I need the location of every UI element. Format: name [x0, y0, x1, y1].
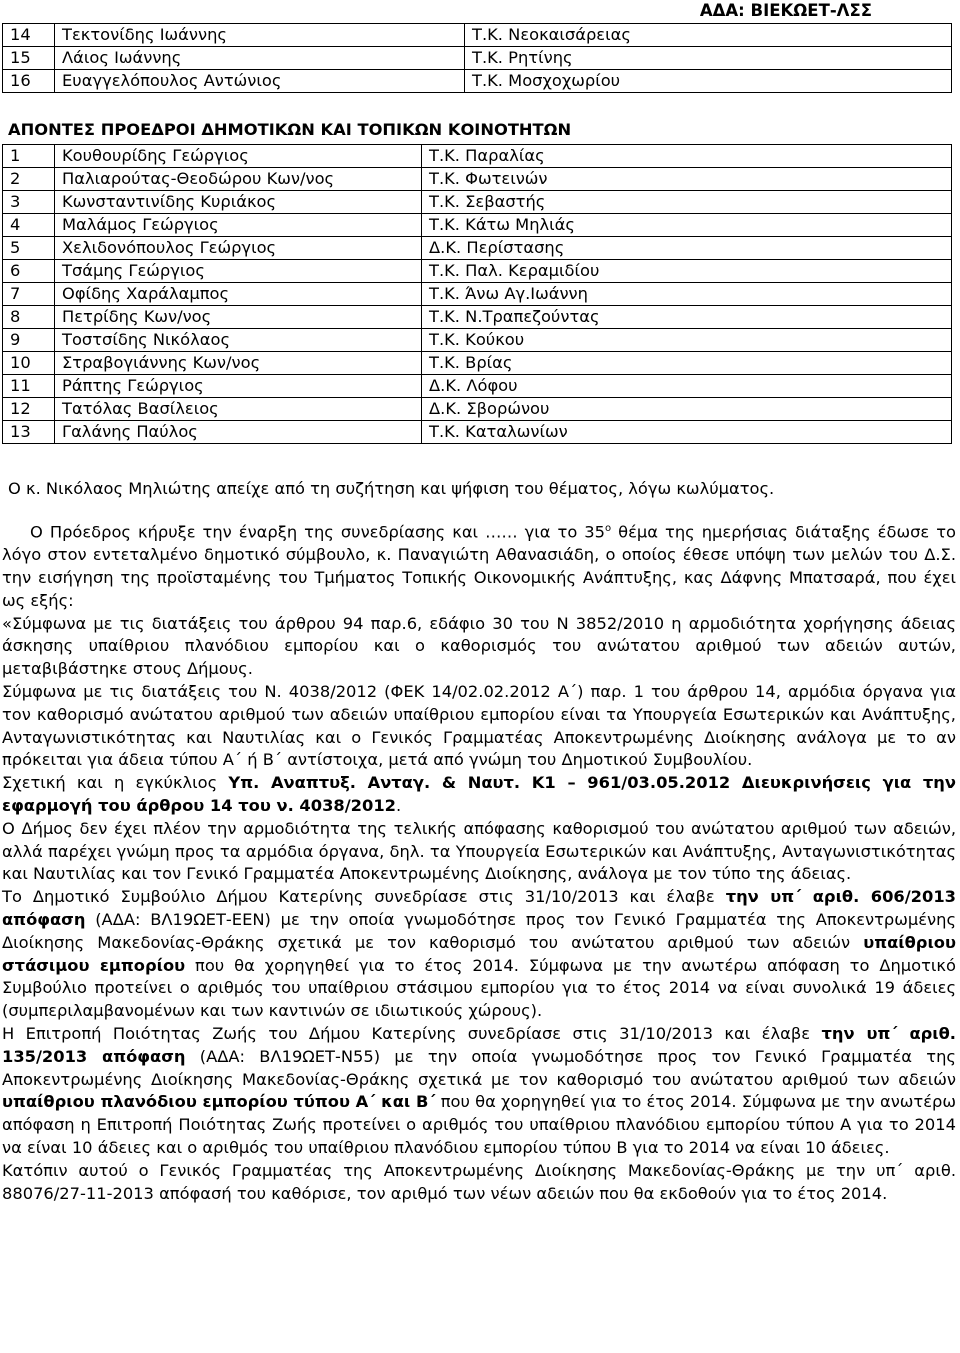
ada-code: ΑΔΑ: ΒΙΕΚΩΕΤ-ΛΣΣ [699, 1, 872, 20]
row-number: 7 [3, 283, 55, 306]
community-name: Τ.Κ. Παραλίας [422, 145, 952, 168]
row-number: 9 [3, 329, 55, 352]
row-number: 10 [3, 352, 55, 375]
community-name: Δ.Κ. Σβορώνου [422, 398, 952, 421]
row-number: 12 [3, 398, 55, 421]
community-name: Τ.Κ. Καταλωνίων [422, 421, 952, 444]
table-row [3, 145, 952, 168]
table-row [3, 24, 952, 47]
member-name: Τεκτονίδης Ιωάννης [55, 24, 465, 47]
community-name: Δ.Κ. Λόφου [422, 375, 952, 398]
paragraph-council-decision: Το Δημοτικό Συμβούλιο Δήμου Κατερίνης συνεδρίασε στις 31/10/2013 και έλαβε την υπ΄ αριθ. 606/2013 απόφαση (ΑΔΑ: ΒΛ19ΩΕΤ-ΕΕΝ) με την οποία γνωμοδότησε προς τον Γενικό Γραμματέα της Αποκεντρωμένης Διοίκησης Μακεδονίας-Θράκης σχετικά με τον καθορισμό του ανώτατου αριθμού των αδειών υπαίθριου στάσιμου εμπορίου που θα χορηγηθεί για το έτος 2014. Σύμφωνα με την ανωτέρω απόφαση το Δημοτικό Συμβούλιο προτείνει ο αριθμός του υπαίθριου στάσιμου εμπορίου για το έτος 2014 να είναι συνολικά 19 άδειες (συμπεριλαμβανομένων και των καντινών σε ιδιωτικούς χώρους). [2, 887, 956, 1021]
row-number: 3 [3, 191, 55, 214]
member-name: Ευαγγελόπουλος Αντώνιος [55, 70, 465, 93]
abstain-note: Ο κ. Νικόλαος Μηλιώτης απείχε από τη συζήτηση και ψήφιση του θέματος, λόγω κωλύματος. [8, 479, 775, 498]
paragraph-law-3852: «Σύμφωνα με τις διατάξεις του άρθρου 94 παρ.6, εδάφιο 30 του Ν 3852/2010 η αρμοδιότητα χορήγησης άδειας άσκησης υπαίθριου πλανόδιου εμπορίου και ο καθορισμός του ανώτατου αριθμού των αδειών αυτών, μεταβιβάστηκε στους Δήμους. [2, 613, 956, 679]
paragraph-opening: Ο Πρόεδρος κήρυξε την έναρξη της συνεδρίασης και …… για το $35^o$ θέμα της ημερήσιας διάταξης έδωσε το λόγο στον εντεταλμένο δημοτικό σύμβουλο, κ. Παναγιώτη Αθανασιάδη, ο οποίος έθεσε υπόψη των μελών του Δ.Σ. την εισήγηση της προϊσταμένης του Τμήματος Τοπικής Οικονομικής Ανάπτυξης, κας Δάφνης Μπατσαρά, που έχει ως εξής: [2, 522, 956, 610]
member-name: Τατόλας Βασίλειος [55, 398, 422, 421]
member-name: Στραβογιάννης Κων/νος [55, 352, 422, 375]
table-row [3, 329, 952, 352]
table-row [3, 168, 952, 191]
community-name: Τ.Κ. Κούκου [422, 329, 952, 352]
community-name: Τ.Κ. Παλ. Κεραμιδίου [422, 260, 952, 283]
minutes-body [2, 518, 956, 1205]
absent-presidents-heading: ΑΠΟΝΤΕΣ ΠΡΟΕΔΡΟΙ ΔΗΜΟΤΙΚΩΝ ΚΑΙ ΤΟΠΙΚΩΝ ΚΟΙΝΟΤΗΤΩΝ [8, 120, 572, 139]
paragraph-committee-decision: Η Επιτροπή Ποιότητας Ζωής του Δήμου Κατερίνης συνεδρίασε στις 31/10/2013 και έλαβε την υπ΄ αριθ. 135/2013 απόφαση (ΑΔΑ: ΒΛ19ΩΕΤ-Ν55) με την οποία γνωμοδότησε προς τον Γενικό Γραμματέα της Αποκεντρωμένης Διοίκησης Μακεδονίας-Θράκης σχετικά με τον καθορισμό του ανώτατου αριθμού των αδειών υπαίθριου πλανόδιου εμπορίου τύπου Α΄ και Β΄ που θα χορηγηθεί για το έτος 2014. Σύμφωνα με την ανωτέρω απόφαση η Επιτροπή Ποιότητας Ζωής προτείνει ο αριθμός του υπαίθριου πλανόδιου εμπορίου τύπου Α για το 2014 να είναι 10 άδειες και ο αριθμός του υπαίθριου πλανόδιου εμπορίου τύπου Β για το 2014 να είναι 10 άδειες. [2, 1023, 957, 1157]
row-number: 1 [3, 145, 55, 168]
table-row [3, 70, 952, 93]
row-number: 14 [3, 24, 55, 47]
row-number: 11 [3, 375, 55, 398]
table-row [3, 306, 952, 329]
table-row [3, 191, 952, 214]
member-name: Πετρίδης Κων/νος [55, 306, 422, 329]
table-row [3, 283, 952, 306]
table-row [3, 237, 952, 260]
community-name: Τ.Κ. Νεοκαισάρειας [465, 24, 952, 47]
table-row [3, 260, 952, 283]
paragraph-circular: Σχετική και η εγκύκλιος Υπ. Αναπτυξ. Ανταγ. & Ναυτ. Κ1 – 961/03.05.2012 Διευκρινήσεις για την εφαρμογή του άρθρου 14 του ν. 4038/2012. [2, 773, 956, 815]
community-name: Τ.Κ. Ν.Τραπεζούντας [422, 306, 952, 329]
member-name: Λάιος Ιωάννης [55, 47, 465, 70]
community-name: Τ.Κ. Σεβαστής [422, 191, 952, 214]
community-name: Τ.Κ. Άνω Αγ.Ιωάννη [422, 283, 952, 306]
paragraph-law-4038: Σύμφωνα με τις διατάξεις του Ν. 4038/2012 (ΦΕΚ 14/02.02.2012 Α΄) παρ. 1 του άρθρου 14, αρμόδια όργανα για τον καθορισμό ανώτατου αριθμού των αδειών υπαίθριου εμπορίου είναι τα Υπουργεία Εσωτερικών και Ανάπτυξης, Ανταγωνιστικότητας και Ναυτιλίας και ο Γενικός Γραμματέας Αποκεντρωμένης Διοίκησης ανάλογα με το αν πρόκειται για άδεια τύπου Α΄ ή Β΄ αντίστοιχα, μετά από γνώμη του Δημοτικού Συμβουλίου. [2, 682, 956, 770]
member-name: Τοστσίδης Νικόλαος [55, 329, 422, 352]
table-row [3, 421, 952, 444]
member-name: Μαλάμος Γεώργιος [55, 214, 422, 237]
table-row [3, 47, 952, 70]
table-row [3, 352, 952, 375]
member-name: Παλιαρούτας-Θεοδώρου Κων/νος [55, 168, 422, 191]
member-name: Ράπτης Γεώργιος [55, 375, 422, 398]
community-name: Δ.Κ. Περίστασης [422, 237, 952, 260]
row-number: 5 [3, 237, 55, 260]
member-name: Χελιδονόπουλος Γεώργιος [55, 237, 422, 260]
community-name: Τ.Κ. Φωτεινών [422, 168, 952, 191]
present-members-table [2, 23, 952, 93]
row-number: 16 [3, 70, 55, 93]
paragraph-secretary-decision: Κατόπιν αυτού ο Γενικός Γραμματέας της Αποκεντρωμένης Διοίκησης Μακεδονίας-Θράκης με την υπ΄ αριθ. 88076/27-11-2013 απόφασή του καθόρισε, τον αριθμό των νέων αδειών που θα εκδοθούν για το έτος 2014. [2, 1160, 956, 1203]
member-name: Οφίδης Χαράλαμπος [55, 283, 422, 306]
community-name: Τ.Κ. Μοσχοχωρίου [465, 70, 952, 93]
member-name: Κωνσταντινίδης Κυριάκος [55, 191, 422, 214]
community-name: Τ.Κ. Ρητίνης [465, 47, 952, 70]
row-number: 6 [3, 260, 55, 283]
table-row [3, 214, 952, 237]
member-name: Γαλάνης Παύλος [55, 421, 422, 444]
row-number: 15 [3, 47, 55, 70]
community-name: Τ.Κ. Κάτω Μηλιάς [422, 214, 952, 237]
row-number: 13 [3, 421, 55, 444]
table-row [3, 398, 952, 421]
paragraph-municipality-role: Ο Δήμος δεν έχει πλέον την αρμοδιότητα της τελικής απόφασης καθορισμού του ανώτατου αριθμού των αδειών, αλλά παρέχει γνώμη προς τα αρμόδια όργανα, δηλ. τα Υπουργεία Εσωτερικών και Ανάπτυξης, Ανταγωνιστικότητας και Ναυτιλίας και τον Γενικό Γραμματέα Αποκεντρωμένης Διοίκησης, ανάλογα με τον τύπο της άδειας. [2, 818, 956, 884]
community-name: Τ.Κ. Βρίας [422, 352, 952, 375]
member-name: Τσάμης Γεώργιος [55, 260, 422, 283]
absent-presidents-table [2, 144, 952, 444]
row-number: 8 [3, 306, 55, 329]
row-number: 4 [3, 214, 55, 237]
row-number: 2 [3, 168, 55, 191]
member-name: Κουθουρίδης Γεώργιος [55, 145, 422, 168]
table-row [3, 375, 952, 398]
